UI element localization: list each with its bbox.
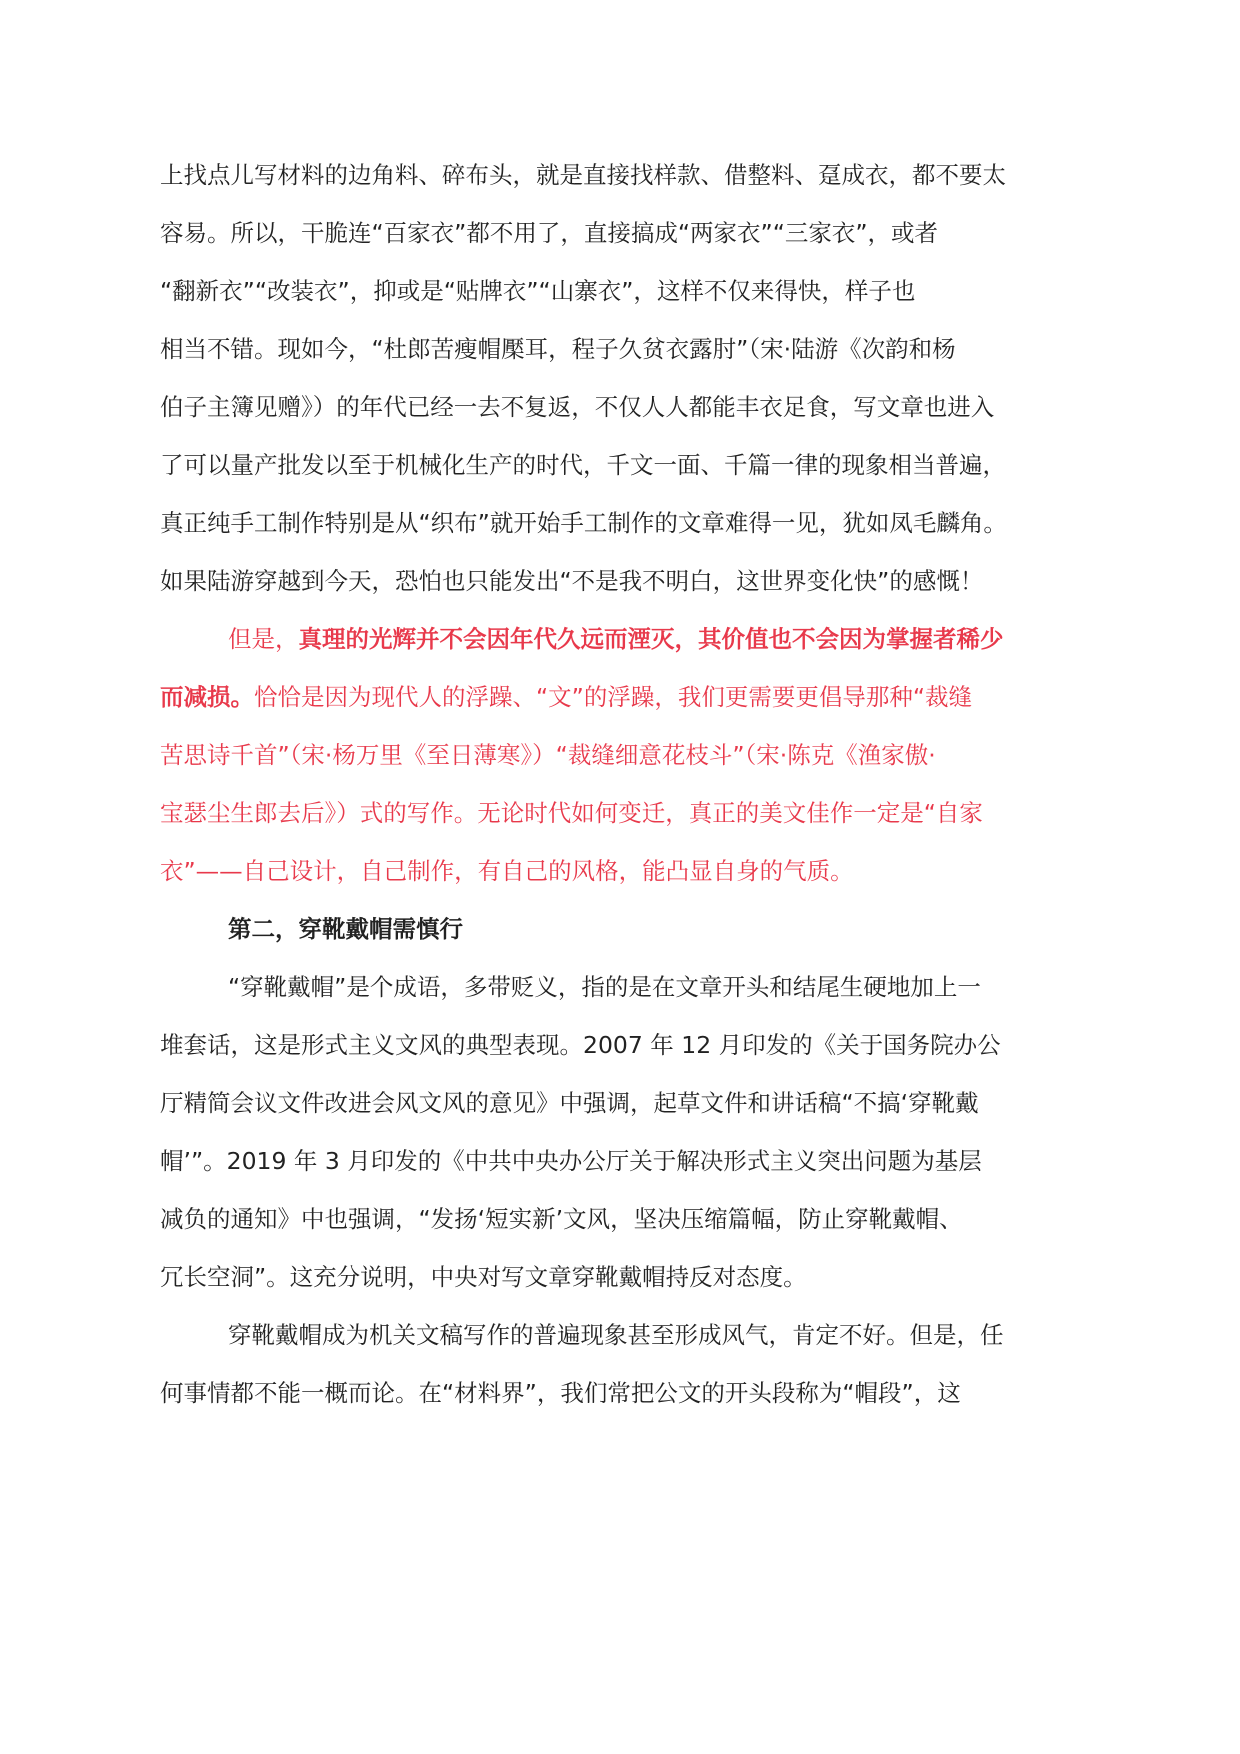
emphasis-bold-text: 真理的光辉并不会因年代久远而湮灭，其价值也不会因为掌握者稀少	[298, 625, 1004, 653]
paragraph-line: 帽’”。2019 年 3 月印发的《中共中央办公厅关于解决形式主义突出问题为基层	[160, 1147, 982, 1175]
paragraph-line: 堆套话，这是形式主义文风的典型表现。2007 年 12 月印发的《关于国务院办公	[160, 1031, 1001, 1059]
emphasis-bold-text: 而减损。	[160, 683, 254, 711]
emphasis-paragraph-line	[228, 606, 1090, 672]
emphasis-text: 恰恰是因为现代人的浮躁、“文”的浮躁，我们更需要更倡导那种“裁缝	[254, 683, 973, 711]
paragraph-line: 如果陆游穿越到今天，恐怕也只能发出“不是我不明白，这世界变化快”的感慨！	[160, 567, 984, 595]
paragraph-line: 减负的通知》中也强调，“发扬‘短实新’文风，坚决压缩篇幅，防止穿靴戴帽、	[160, 1205, 963, 1233]
paragraph-line: 上找点儿写材料的边角料、碎布头，就是直接找样款、借整料、趸成衣，都不要太	[160, 161, 1006, 189]
section-heading: 第二，穿靴戴帽需慎行	[228, 915, 463, 943]
paragraph-line: 冗长空洞”。这充分说明，中央对写文章穿靴戴帽持反对态度。	[160, 1263, 807, 1291]
emphasis-paragraph-line	[160, 664, 1090, 730]
paragraph-line: 相当不错。现如今，“杜郎苦瘦帽檿耳，程子久贫衣露肘”（宋·陆游《次韵和杨	[160, 335, 956, 363]
paragraph-line: “穿靴戴帽”是个成语，多带贬义，指的是在文章开头和结尾生硬地加上一	[228, 973, 981, 1001]
paragraph-line: 何事情都不能一概而论。在“材料界”，我们常把公文的开头段称为“帽段”，这	[160, 1379, 961, 1407]
paragraph-line: 伯子主簿见赠》）的年代已经一去不复返，不仅人人都能丰衣足食，写文章也进入	[160, 393, 995, 421]
paragraph-line: 穿靴戴帽成为机关文稿写作的普遍现象甚至形成风气，肯定不好。但是，任	[228, 1321, 1004, 1349]
emphasis-prefix: 但是，	[228, 625, 299, 653]
paragraph-line: 厅精简会议文件改进会风文风的意见》中强调，起草文件和讲话稿“不搞‘穿靴戴	[160, 1089, 979, 1117]
emphasis-paragraph-line: 苦思诗千首”（宋·杨万里《至日薄寒》）“裁缝细意花枝斗”（宋·陈克《渔家傲·	[160, 741, 936, 769]
paragraph-line: 真正纯手工制作特别是从“织布”就开始手工制作的文章难得一见，犹如凤毛麟角。	[160, 509, 1007, 537]
emphasis-paragraph-line: 宝瑟尘生郎去后》）式的写作。无论时代如何变迁，真正的美文佳作一定是“自家	[160, 799, 983, 827]
emphasis-paragraph-line: 衣”——自己设计，自己制作，有自己的风格，能凸显自身的气质。	[160, 857, 854, 885]
paragraph-line: “翻新衣”“改装衣”，抑或是“贴牌衣”“山寨衣”，这样不仅来得快，样子也	[160, 277, 916, 305]
paragraph-line: 容易。所以，干脆连“百家衣”都不用了，直接搞成“两家衣”“三家衣”，或者	[160, 219, 939, 247]
paragraph-line: 了可以量产批发以至于机械化生产的时代，千文一面、千篇一律的现象相当普遍，	[160, 451, 1006, 479]
